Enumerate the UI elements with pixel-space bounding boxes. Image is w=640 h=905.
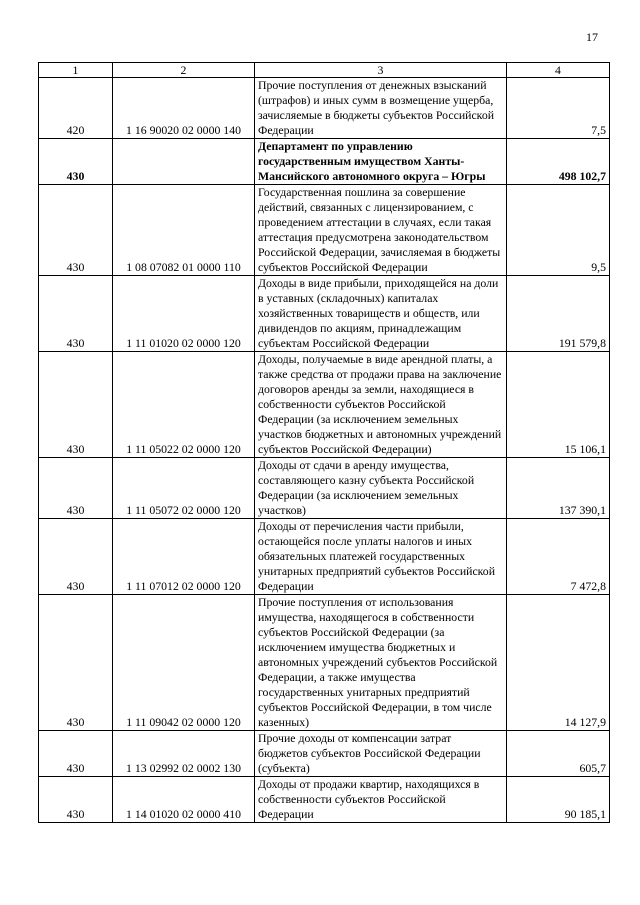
budget-code-cell: 1 14 01020 02 0000 410 [113, 777, 255, 823]
budget-code-cell: 1 11 01020 02 0000 120 [113, 276, 255, 352]
table-row [39, 731, 610, 777]
revenue-table [38, 62, 610, 823]
amount-cell: 90 185,1 [507, 777, 610, 823]
amount-cell: 605,7 [507, 731, 610, 777]
description-cell: Прочие поступления от использования имущества, находящегося в собственности субъектов Российской Федерации (за исключением имущества бюджетных и автономных учреждений субъектов Российской Федерации, а также имущества государственных унитарных предприятий субъектов Российской Федерации, в том числе казенных) [255, 595, 507, 731]
table-row [39, 595, 610, 731]
description-cell: Доходы от перечисления части прибыли, остающейся после уплаты налогов и иных обязательных платежей государственных унитарных предприятий субъектов Российской Федерации [255, 519, 507, 595]
description-cell: Прочие доходы от компенсации затрат бюджетов субъектов Российской Федерации (субъекта) [255, 731, 507, 777]
admin-code-cell: 430 [39, 139, 113, 185]
admin-code-cell: 430 [39, 185, 113, 276]
amount-cell: 7 472,8 [507, 519, 610, 595]
description-cell: Доходы, получаемые в виде арендной платы, а также средства от продажи права на заключение договоров аренды за земли, находящиеся в собственности субъектов Российской Федерации (за исключением земельных участков бюджетных и автономных учреждений субъектов Российской Федерации) [255, 352, 507, 458]
description-cell: Доходы от продажи квартир, находящихся в собственности субъектов Российской Федерации [255, 777, 507, 823]
budget-code-cell [113, 139, 255, 185]
table-row [39, 185, 610, 276]
table-row [39, 276, 610, 352]
budget-code-cell: 1 08 07082 01 0000 110 [113, 185, 255, 276]
header-cell: 2 [113, 63, 255, 78]
header-cell: 1 [39, 63, 113, 78]
table-row [39, 458, 610, 519]
admin-code-cell: 430 [39, 458, 113, 519]
amount-cell: 137 390,1 [507, 458, 610, 519]
admin-code-cell: 430 [39, 519, 113, 595]
admin-code-cell: 430 [39, 731, 113, 777]
budget-code-cell: 1 11 05072 02 0000 120 [113, 458, 255, 519]
admin-code-cell: 420 [39, 78, 113, 139]
amount-cell: 7,5 [507, 78, 610, 139]
description-cell: Доходы в виде прибыли, приходящейся на доли в уставных (складочных) капиталах хозяйственных товариществ и обществ, или дивидендов по акциям, принадлежащим субъектам Российской Федерации [255, 276, 507, 352]
description-cell: Государственная пошлина за совершение действий, связанных с лицензированием, с проведением аттестации в случаях, если такая аттестация предусмотрена законодательством Российской Федерации, зачисляемая в бюджеты субъектов Российской Федерации [255, 185, 507, 276]
budget-code-cell: 1 11 07012 02 0000 120 [113, 519, 255, 595]
header-row [39, 63, 610, 78]
table-body [39, 78, 610, 823]
table-row [39, 78, 610, 139]
admin-code-cell: 430 [39, 276, 113, 352]
budget-code-cell: 1 16 90020 02 0000 140 [113, 78, 255, 139]
admin-code-cell: 430 [39, 352, 113, 458]
header-cell: 4 [507, 63, 610, 78]
amount-cell: 498 102,7 [507, 139, 610, 185]
budget-code-cell: 1 11 05022 02 0000 120 [113, 352, 255, 458]
header-cell: 3 [255, 63, 507, 78]
table-row [39, 352, 610, 458]
amount-cell: 15 106,1 [507, 352, 610, 458]
table-row [39, 139, 610, 185]
table-row [39, 777, 610, 823]
description-cell: Прочие поступления от денежных взысканий (штрафов) и иных сумм в возмещение ущерба, зачисляемые в бюджеты субъектов Российской Федерации [255, 78, 507, 139]
table-row [39, 519, 610, 595]
amount-cell: 9,5 [507, 185, 610, 276]
amount-cell: 14 127,9 [507, 595, 610, 731]
budget-code-cell: 1 13 02992 02 0002 130 [113, 731, 255, 777]
budget-code-cell: 1 11 09042 02 0000 120 [113, 595, 255, 731]
admin-code-cell: 430 [39, 595, 113, 731]
page-number: 17 [586, 30, 598, 44]
description-cell: Доходы от сдачи в аренду имущества, составляющего казну субъекта Российской Федерации (за исключением земельных участков) [255, 458, 507, 519]
amount-cell: 191 579,8 [507, 276, 610, 352]
description-cell: Департамент по управлению государственным имуществом Ханты-Мансийского автономного округа – Югры [255, 139, 507, 185]
admin-code-cell: 430 [39, 777, 113, 823]
